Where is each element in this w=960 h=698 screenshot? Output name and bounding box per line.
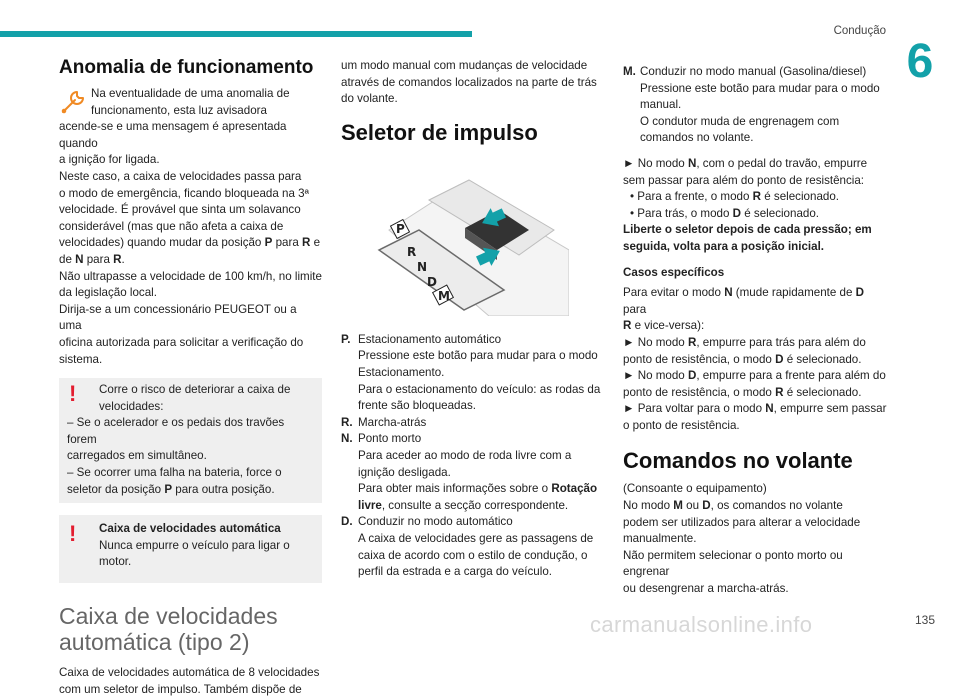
section-heading-comandos: Comandos no volante xyxy=(623,448,853,474)
wrench-warning-icon xyxy=(59,88,87,116)
impulse-selector-illustration xyxy=(369,160,569,316)
chapter-number: 6 xyxy=(906,35,934,88)
selector-definitions xyxy=(341,332,604,581)
intro-line-1: Na eventualidade de uma anomalia de xyxy=(91,87,290,100)
page-number: 135 xyxy=(914,613,935,627)
body-line: Não ultrapasse a velocidade de 100 km/h, no limite xyxy=(59,269,322,283)
exclamation-icon: ! xyxy=(69,381,77,407)
watermark: carmanualsonline.info xyxy=(590,612,813,637)
section-heading-caixa: Caixa de velocidades automática (tipo 2) xyxy=(59,603,278,656)
definition-d: D. Conduzir no modo automático A caixa de velocidades gere as passagens de caixa de acordo com o estilo de condução, o perfil da estrada e a carga do veículo. xyxy=(341,515,594,579)
intro-line-2: funcionamento, esta luz avisadora xyxy=(91,103,267,117)
definition-r: R. Marcha-atrás xyxy=(341,415,427,429)
body-line: do volante. xyxy=(341,92,398,106)
exclamation-icon: ! xyxy=(69,521,77,547)
body-line: com um seletor de impulso. Também dispõe de xyxy=(59,682,302,696)
header-accent-bar xyxy=(0,31,472,37)
body-line: um modo manual com mudanças de velocidade xyxy=(341,59,588,72)
body-line: acende-se e uma mensagem é apresentada quando xyxy=(59,120,287,150)
selector-letter-n: N xyxy=(417,259,428,274)
column-2 xyxy=(341,58,604,581)
warning-box-deterioration: ! Corre o risco de deteriorar a caixa de velocidades: – Se o acelerador e os pedais dos travões forem carregados em simultâneo. – Se ocorrer uma falha na bateria, force o seletor da posição P para outra posição. xyxy=(59,378,322,503)
intro-with-icon xyxy=(59,86,322,119)
definition-m: M. Conduzir no modo manual (Gasolina/diesel) Pressione este botão para mudar para o modo manual. O condutor muda de engrenagem com comandos no volante. xyxy=(623,65,880,145)
body-line: o modo de emergência, ficando bloqueada na 3ª xyxy=(59,186,309,200)
body-line: sistema. xyxy=(59,352,103,366)
subheading-casos: Casos específicos xyxy=(623,265,725,279)
body-line: a ignição for ligada. xyxy=(59,153,160,167)
body-line: através de comandos localizados na parte de trás xyxy=(341,75,597,89)
section-heading-seletor: Seletor de impulso xyxy=(341,119,538,145)
selector-letter-r: R xyxy=(407,244,417,259)
selector-letter-p: P xyxy=(396,221,405,236)
body-line: velocidades) quando mudar da posição P para R e xyxy=(59,236,321,250)
definition-n: N. Ponto morto Para aceder ao modo de roda livre com a ignição desligada. Para obter mais informações sobre o Rotação livre, consulte a secção correspondente. xyxy=(341,432,598,512)
section-heading-anomalia: Anomalia de funcionamento xyxy=(59,57,314,78)
selector-letter-d: D xyxy=(427,274,437,289)
column-3 xyxy=(623,64,888,598)
body-line: oficina autorizada para solicitar a verificação do xyxy=(59,335,304,349)
body-line: Neste caso, a caixa de velocidades passa para xyxy=(59,169,302,183)
body-line: Caixa de velocidades automática de 8 velocidades xyxy=(59,666,320,680)
body-line: Dirija-se a um concessionário PEUGEOT ou a uma xyxy=(59,302,297,333)
instructions-mode-n: ► No modo N, com o pedal do travão, empurre sem passar para além do ponto de resistência: • Para a frente, o modo R é selecionado. • Para trás, o modo D é selecionado. Liberte o seletor depois de cada pressão; em seguida, volta para a posição inicial. xyxy=(623,156,872,253)
selector-letter-m: M xyxy=(438,288,450,303)
definition-p: P. Estacionamento automático Pressione este botão para mudar para o modo Estacionamento. Para o estacionamento do veículo: as rodas da frente são bloqueadas. xyxy=(341,332,601,413)
body-line: da legislação local. xyxy=(59,286,157,300)
body-line: considerável (mas que não afeta a caixa de xyxy=(59,219,284,233)
casos-body: Para evitar o modo N (mude rapidamente de D para R e vice-versa): ► No modo R, empurre para trás para além do ponto de resistência, o modo D é selecionado. ► No modo D, empurre para a frente para além do ponto de resistência, o modo R é selecionado. ► Para voltar para o modo N, empurre sem passar o ponto de resistência. xyxy=(623,286,887,432)
body-line: velocidade. É provável que sinta um solavanco xyxy=(59,203,301,217)
column-1 xyxy=(59,56,322,698)
comandos-body: (Consoante o equipamento) No modo M ou D, os comandos no volante podem ser utilizados para alterar a velocidade manualmente. Não permitem selecionar o ponto morto ou engrenar ou desengrenar a marcha-atrás. xyxy=(623,482,861,596)
body-line: de N para R. xyxy=(59,252,125,266)
page-header-title: Condução xyxy=(833,25,886,37)
warning-box-push: ! Caixa de velocidades automática Nunca empurre o veículo para ligar o motor. xyxy=(59,515,322,583)
